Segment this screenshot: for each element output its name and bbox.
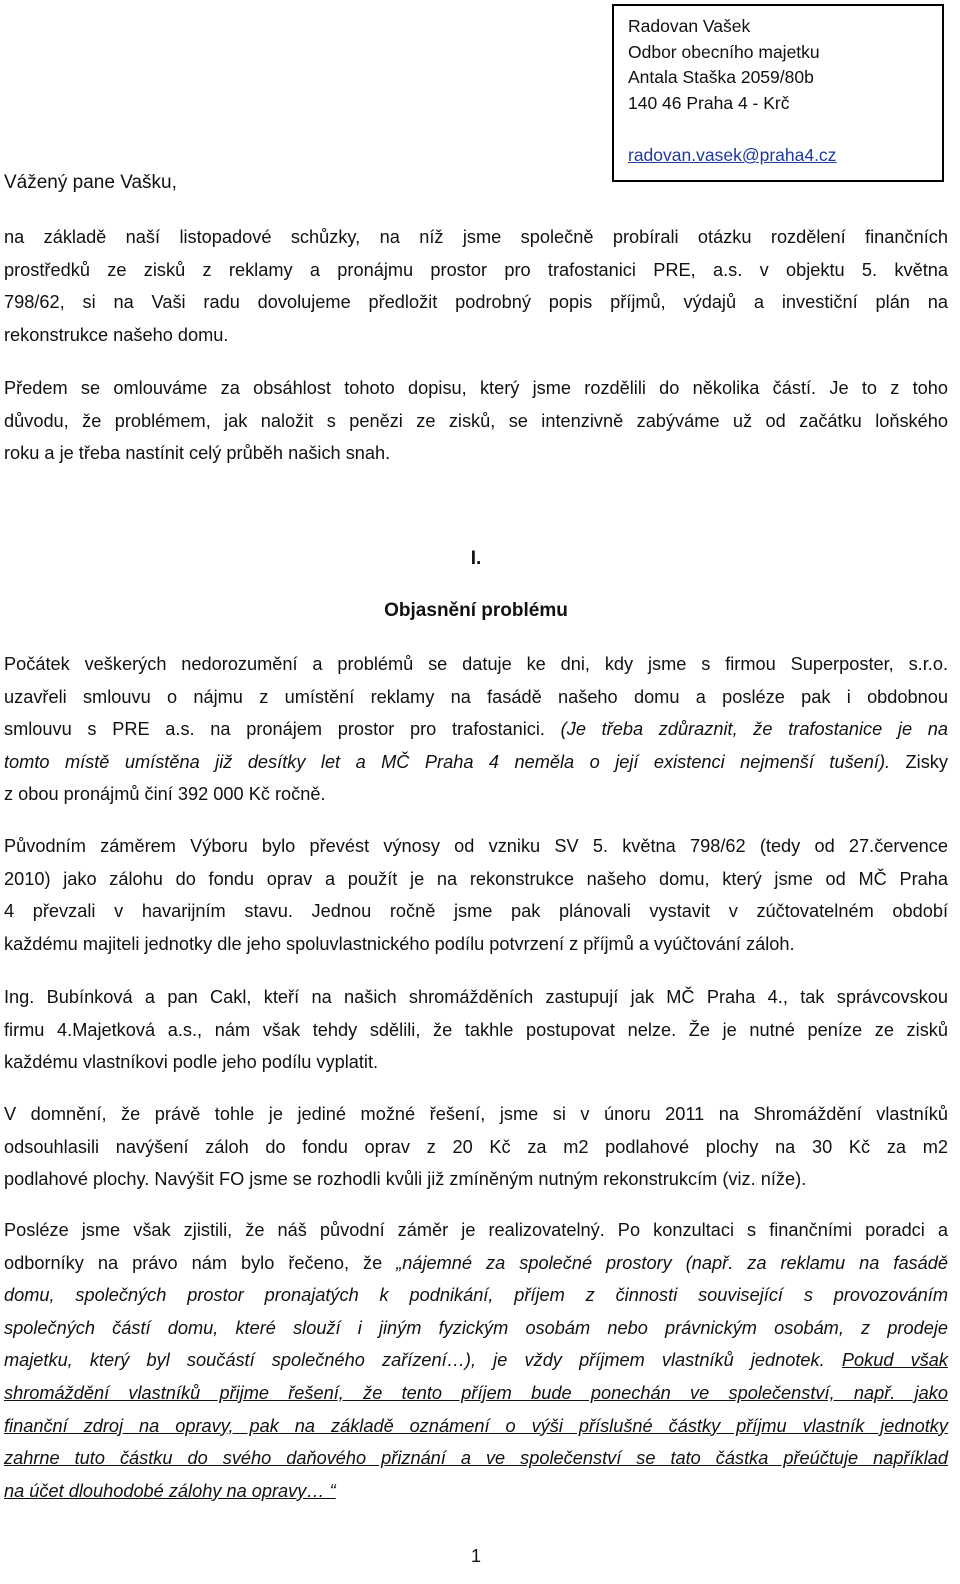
italic-note: tomto místě umístěna již desítky let a MČ Praha 4 neměla o její existenci nejmenší tušení). (4, 751, 891, 772)
text-line: na základě naší listopadové schůzky, na níž jsme společně probírali otázku rozdělení finančních (4, 227, 948, 247)
text-segment: smlouvu s PRE a.s. na pronájem prostor pro trafostanici. (4, 719, 561, 740)
text-segment: odborníky na právo nám bylo řečeno, že (4, 1252, 397, 1273)
paragraph-management-response (4, 981, 948, 1079)
text-line: uzavřeli smlouvu o nájmu z umístění reklamy na fasádě našeho domu a posléze pak i obdobnou (4, 686, 948, 707)
paragraph-original-intent (4, 830, 948, 960)
text-line: 798/62, si na Vaši radu dovolujeme předložit podrobný popis příjmů, výdajů a investiční plán na (4, 292, 948, 313)
text-line: Předem se omlouváme za obsáhlost tohoto dopisu, který jsme rozdělili do několika částí. Je to z toho (4, 378, 948, 398)
text-line: roku a je třeba nastínit celý průběh našich snah. (4, 443, 391, 464)
text-segment: Zisky (890, 751, 948, 772)
text-line (4, 1247, 948, 1280)
text-line: každému majiteli jednotky dle jeho spoluvlastnického podílu potvrzení z příjmů a vyúčtování záloh. (4, 933, 795, 954)
paragraph-problem-origin (4, 648, 948, 811)
text-line: společných částí domu, které slouží i jiným fyzickým osobám nebo právnickým osobám, z prodeje (4, 1317, 948, 1338)
text-line: každému vlastníkovi podle jeho podílu vyplatit. (4, 1052, 379, 1073)
text-line: podlahové plochy. Navýšit FO jsme se rozhodli kvůli již zmíněným nutným rekonstrukcím (viz. níže). (4, 1169, 807, 1190)
text-line: firmu 4.Majetková a.s., nám však tehdy sdělili, že takhle postupovat nelze. Že je nutné peníze ze zisků (4, 1019, 948, 1040)
italic-quote: majetku, který byl součástí společného zařízení…), je vždy příjmem vlastníků jednotek. (4, 1350, 842, 1371)
recipient-department: Odbor obecního majetku (628, 41, 820, 62)
text-line: Posléze jsme však zjistili, že náš původní záměr je realizovatelný. Po konzultaci s finančními poradci a (4, 1220, 948, 1240)
text-line: prostředků ze zisků z reklamy a pronájmu prostor pro trafostanici PRE, a.s. v objektu 5. května (4, 259, 948, 280)
italic-note: (Je třeba zdůraznit, že trafostanice je na (560, 719, 948, 740)
text-line: na účet dlouhodobé zálohy na opravy… “ (4, 1480, 336, 1501)
section-title: Objasnění problému (384, 600, 568, 621)
text-line: 4 převzali v havarijním stavu. Jednou ročně jsme pak plánovali vystavit v zúčtovatelném období (4, 901, 948, 922)
recipient-email-link[interactable]: radovan.vasek@praha4.cz (628, 145, 837, 165)
text-line: rekonstrukce našeho domu. (4, 324, 229, 345)
italic-quote: „nájemné za společné prostory (např. za reklamu na fasádě (396, 1252, 948, 1273)
recipient-city: 140 46 Praha 4 - Krč (628, 92, 790, 113)
text-line (4, 1344, 948, 1377)
salutation: Vážený pane Vašku, (4, 172, 177, 193)
text-line: Počátek veškerých nedorozumění a problémů se datuje ke dni, kdy jsme s firmou Superposter, s.r.o. (4, 654, 948, 674)
text-line: z obou pronájmů činí 392 000 Kč ročně. (4, 784, 326, 805)
paragraph-intro (4, 221, 948, 351)
text-line: důvodu, že problémem, jak naložit s penězi ze zisků, se intenzivně zabýváme už od začátku loňského (4, 410, 948, 431)
section-number: I. (470, 548, 482, 569)
text-line: shromáždění vlastníků přijme řešení, že tento příjem bude ponechán ve společenství, např. jako (4, 1382, 948, 1403)
text-line: 2010) jako zálohu do fondu oprav a použít je na rekonstrukce našeho domu, který jsme od MČ Praha (4, 868, 948, 889)
paragraph-fee-increase (4, 1098, 948, 1196)
text-line: Původním záměrem Výboru bylo převést výnosy od vzniku SV 5. května 798/62 (tedy od 27.července (4, 836, 948, 856)
page-number: 1 (470, 1546, 481, 1566)
text-line: odsouhlasili navýšení záloh do fondu oprav z 20 Kč za m2 podlahové plochy na 30 Kč za m2 (4, 1136, 948, 1157)
text-line: domu, společných prostor pronajatých k podnikání, příjem z činnosti související s provozováním (4, 1285, 948, 1306)
recipient-street: Antala Staška 2059/80b (628, 67, 814, 87)
address-box (612, 4, 944, 182)
text-line: zahrne tuto částku do svého daňového přiznání a ve společenství se tato částka přeúčtuje například (4, 1448, 948, 1469)
text-line: finanční zdroj na opravy, pak na základě oznámení o výši příslušné částky příjmu vlastník jednotky (4, 1415, 948, 1436)
text-line: V domnění, že právě tohle je jediné možné řešení, jsme si v únoru 2011 na Shromáždění vlastníků (4, 1104, 948, 1124)
text-line (4, 713, 948, 746)
text-line: Ing. Bubínková a pan Cakl, kteří na našich shromážděních zastupují jak MČ Praha 4., tak správcovskou (4, 987, 948, 1007)
paragraph-apology (4, 372, 948, 470)
paragraph-legal-advice (4, 1214, 948, 1507)
text-line (4, 746, 948, 779)
recipient-name: Radovan Vašek (628, 16, 751, 36)
underlined-quote: Pokud však (841, 1350, 948, 1371)
